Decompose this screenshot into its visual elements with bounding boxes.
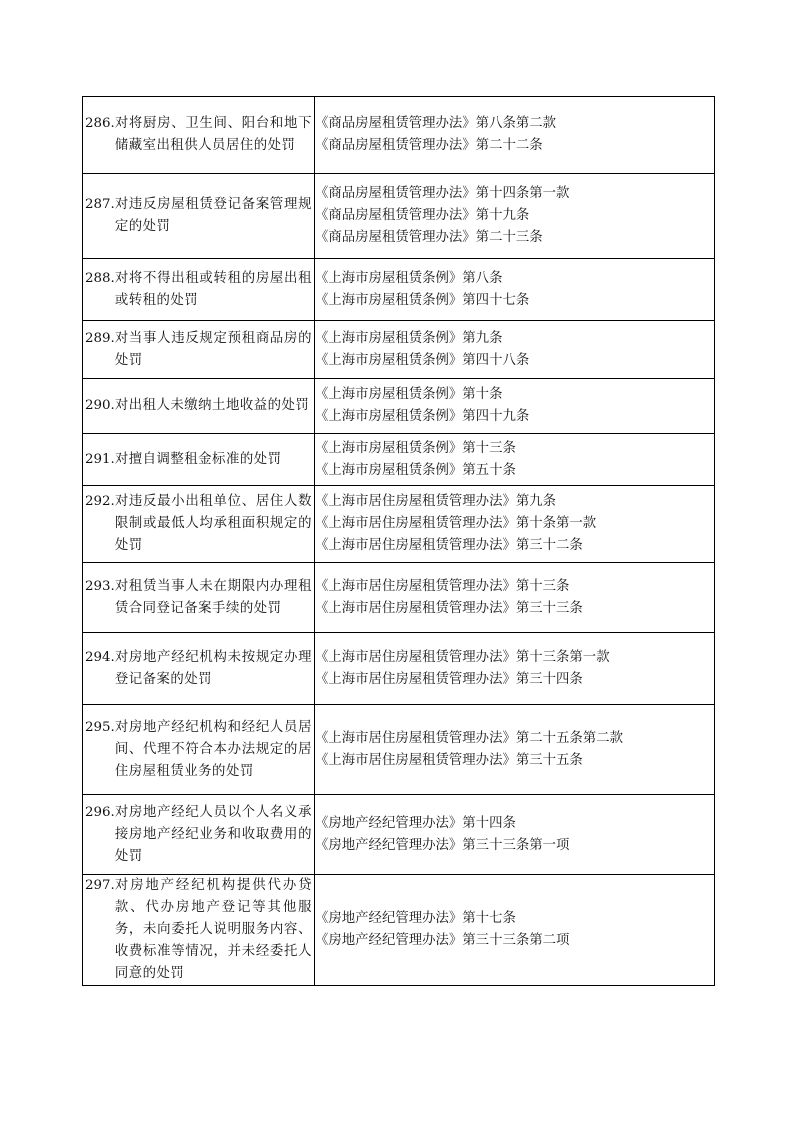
- legal-basis-line: 《上海市居住房屋租赁管理办法》第三十二条: [315, 538, 583, 553]
- legal-basis-line: 《上海市房屋租赁条例》第四十七条: [315, 292, 530, 308]
- legal-basis-line: 《上海市居住房屋租赁管理办法》第三十三条: [315, 600, 583, 616]
- table-row: [83, 174, 715, 259]
- item-cell: [83, 633, 315, 705]
- legal-basis-line: 《商品房屋租赁管理办法》第二十二条: [315, 138, 543, 153]
- item-content: [83, 328, 314, 372]
- item-description: 对违反最小出租单位、居住人数限制或最低人均承租面积规定的处罚: [114, 494, 312, 553]
- legal-basis-cell: [315, 97, 715, 174]
- item-cell: [83, 875, 315, 986]
- item-content: [83, 576, 314, 620]
- table-row: [83, 97, 715, 174]
- table-row: [83, 705, 715, 795]
- legal-basis-cell: [315, 434, 715, 486]
- item-cell: [83, 705, 315, 795]
- item-number: 293.: [85, 578, 115, 594]
- item-number: 289.: [85, 330, 115, 346]
- item-cell: [83, 795, 315, 875]
- item-content: [83, 491, 314, 557]
- legal-basis-cell: [315, 563, 715, 633]
- table-row: [83, 633, 715, 705]
- legal-basis-cell: [315, 795, 715, 875]
- item-description: 对房地产经纪机构未按规定办理登记备案的处罚: [114, 649, 312, 687]
- item-content: [83, 449, 314, 471]
- table-row: [83, 434, 715, 486]
- item-description: 对出租人未缴纳土地收益的处罚: [114, 398, 310, 413]
- item-description: 对违反房屋租赁登记备案管理规定的处罚: [114, 197, 312, 234]
- item-cell: [83, 174, 315, 259]
- item-content: [83, 647, 314, 691]
- item-description: 对租赁当事人未在期限内办理租赁合同登记备案手续的处罚: [114, 578, 312, 616]
- legal-basis-line: 《商品房屋租赁管理办法》第十九条: [315, 208, 530, 223]
- item-cell: [83, 434, 315, 486]
- item-description: 对擅自调整租金标准的处罚: [114, 451, 282, 467]
- legal-basis-line: 《上海市居住房屋租赁管理办法》第二十五条第二款: [315, 730, 623, 746]
- legal-basis-line: 《房地产经纪管理办法》第三十三条第二项: [315, 933, 570, 948]
- legal-basis-cell: [315, 174, 715, 259]
- legal-basis-line: 《上海市房屋租赁条例》第五十条: [315, 462, 516, 478]
- legal-basis-line: 《上海市房屋租赁条例》第九条: [315, 330, 503, 346]
- item-content: [83, 875, 314, 985]
- item-cell: [83, 259, 315, 321]
- table-row: [83, 259, 715, 321]
- item-description: 对房地产经纪机构和经纪人员居间、代理不符合本办法规定的居住房屋租赁业务的处罚: [114, 719, 312, 779]
- table-row: [83, 563, 715, 633]
- item-description: 对将厨房、卫生间、阳台和地下储藏室出租供人员居住的处罚: [114, 116, 312, 153]
- legal-basis-cell: [315, 259, 715, 321]
- item-number: 297.: [85, 878, 115, 893]
- item-content: [83, 802, 314, 868]
- table-body: [83, 97, 715, 986]
- legal-basis-line: 《商品房屋租赁管理办法》第十四条第一款: [315, 186, 570, 201]
- legal-basis-line: 《上海市房屋租赁条例》第十条: [315, 387, 503, 402]
- legal-basis-cell: [315, 633, 715, 705]
- legal-basis-line: 《上海市房屋租赁条例》第十三条: [315, 440, 516, 456]
- item-content: [83, 194, 314, 238]
- legal-basis-line: 《房地产经纪管理办法》第十四条: [315, 815, 516, 831]
- item-description: 对房地产经纪人员以个人名义承接房地产经纪业务和收取费用的处罚: [114, 804, 312, 864]
- legal-basis-line: 《上海市居住房屋租赁管理办法》第九条: [315, 494, 557, 509]
- legal-basis-line: 《上海市居住房屋租赁管理办法》第十条第一款: [315, 516, 597, 531]
- legal-basis-line: 《房地产经纪管理办法》第十七条: [315, 911, 516, 926]
- table-row: [83, 379, 715, 434]
- legal-basis-line: 《商品房屋租赁管理办法》第八条第二款: [315, 116, 557, 131]
- legal-basis-cell: [315, 875, 715, 986]
- table-row: [83, 486, 715, 563]
- item-number: 295.: [85, 719, 115, 735]
- item-number: 287.: [85, 197, 115, 212]
- legal-basis-line: 《上海市房屋租赁条例》第八条: [315, 270, 503, 286]
- item-cell: [83, 379, 315, 434]
- legal-basis-cell: [315, 321, 715, 379]
- item-description: 对将不得出租或转租的房屋出租或转租的处罚: [114, 270, 312, 308]
- table-row: [83, 321, 715, 379]
- item-cell: [83, 97, 315, 174]
- table-row: [83, 795, 715, 875]
- item-number: 294.: [85, 649, 115, 665]
- legal-basis-line: 《上海市房屋租赁条例》第四十九条: [315, 409, 530, 424]
- item-number: 296.: [85, 804, 115, 820]
- legal-basis-line: 《上海市房屋租赁条例》第四十八条: [315, 352, 530, 368]
- item-number: 286.: [85, 116, 115, 131]
- item-number: 291.: [85, 451, 115, 467]
- penalty-table: [82, 96, 715, 986]
- legal-basis-line: 《房地产经纪管理办法》第三十三条第一项: [315, 837, 570, 853]
- item-cell: [83, 563, 315, 633]
- item-content: [83, 717, 314, 783]
- legal-basis-line: 《上海市居住房屋租赁管理办法》第十三条第一款: [315, 649, 610, 665]
- legal-basis-line: 《上海市居住房屋租赁管理办法》第三十四条: [315, 671, 583, 687]
- item-number: 288.: [85, 270, 115, 286]
- legal-basis-line: 《商品房屋租赁管理办法》第二十三条: [315, 230, 543, 245]
- legal-basis-line: 《上海市居住房屋租赁管理办法》第三十五条: [315, 752, 583, 768]
- table-row: [83, 875, 715, 986]
- item-content: [83, 395, 314, 417]
- item-number: 292.: [85, 494, 115, 509]
- legal-basis-line: 《上海市居住房屋租赁管理办法》第十三条: [315, 578, 570, 594]
- item-cell: [83, 321, 315, 379]
- item-description: 对房地产经纪机构提供代办贷款、代办房地产登记等其他服务，未向委托人说明服务内容、收费标准等情况，并未经委托人同意的处罚: [114, 878, 312, 981]
- item-content: [83, 113, 314, 157]
- legal-basis-cell: [315, 486, 715, 563]
- item-number: 290.: [85, 398, 115, 413]
- item-description: 对当事人违反规定预租商品房的处罚: [114, 330, 312, 368]
- legal-basis-cell: [315, 379, 715, 434]
- item-cell: [83, 486, 315, 563]
- item-content: [83, 268, 314, 312]
- legal-basis-cell: [315, 705, 715, 795]
